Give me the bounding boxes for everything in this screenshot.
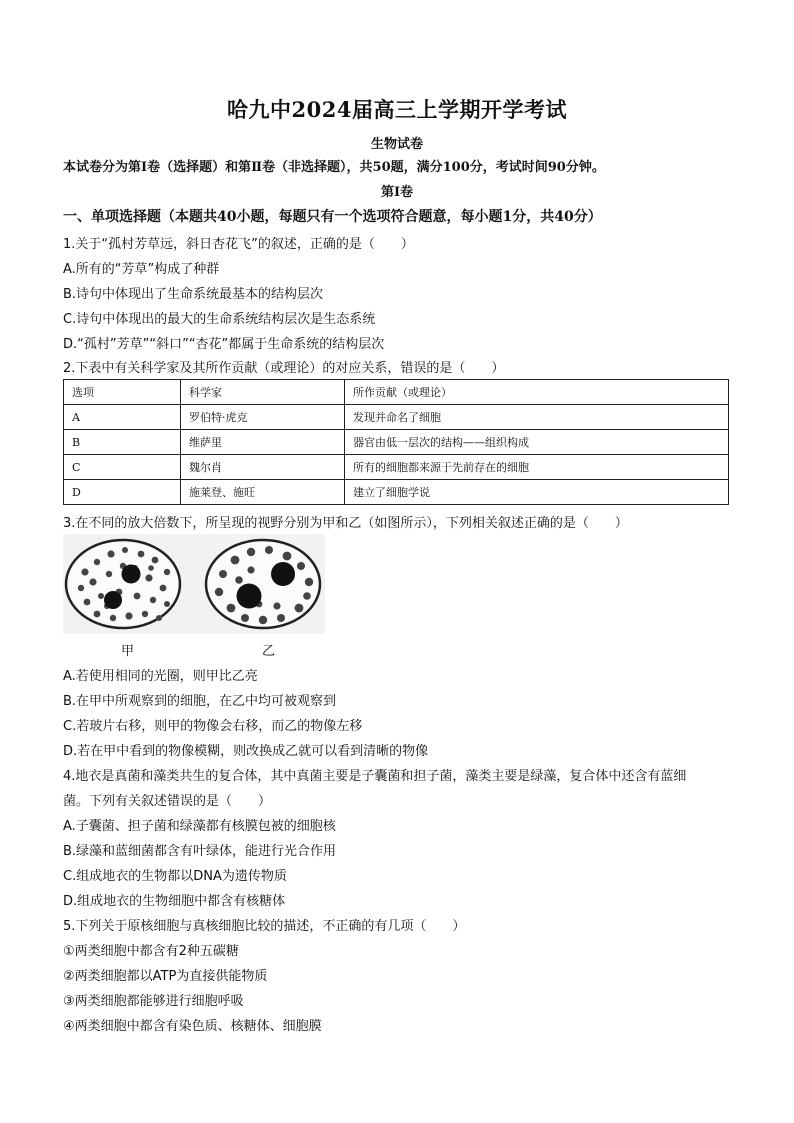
table-row: [64, 405, 729, 430]
q1-option-c: C.诗句中体现出的最大的生命系统结构层次是生态系统: [63, 312, 376, 327]
table-header-row: [64, 380, 729, 405]
q4-stem-line-1: 4.地衣是真菌和藻类共生的复合体，其中真菌主要是子囊菌和担子菌，藻类主要是绿藻，复合体中还含有蓝细: [63, 769, 687, 784]
q3-option-d: D.若在甲中看到的物像模糊，则改换成乙就可以看到清晰的物像: [63, 744, 429, 759]
q5-item-4: ④两类细胞中都含有染色质、核糖体、细胞膜: [63, 1019, 322, 1034]
q4-option-c: C.组成地衣的生物都以DNA为遗传物质: [63, 869, 287, 884]
table-header-cell: 所作贡献（或理论）: [345, 380, 729, 405]
figure-label-jia: 甲: [121, 644, 135, 659]
q5-item-2: ②两类细胞都以ATP为直接供能物质: [63, 969, 268, 984]
q3-stem: 3.在不同的放大倍数下，所呈现的视野分别为甲和乙（如图所示），下列相关叙述正确的是（ ）: [63, 516, 628, 531]
table-cell: 建立了细胞学说: [345, 480, 729, 505]
table-row: [64, 480, 729, 505]
q1-stem: 1.关于“孤村芳草远，斜日杏花飞”的叙述，正确的是（ ）: [63, 237, 414, 252]
q5-item-1: ①两类细胞中都含有2种五碳糖: [63, 944, 239, 959]
q4-option-d: D.组成地衣的生物细胞中都含有核糖体: [63, 894, 286, 909]
table-cell: B: [64, 430, 181, 455]
table-cell: 所有的细胞都来源于先前存在的细胞: [345, 455, 729, 480]
microscope-fields-svg: [63, 534, 325, 634]
field-yi: [206, 540, 320, 628]
table-cell: 罗伯特·虎克: [181, 405, 345, 430]
volume-heading: 第Ⅰ卷: [380, 185, 414, 200]
scientist-table: [63, 379, 729, 505]
q4-option-b: B.绿藻和蓝细菌都含有叶绿体，能进行光合作用: [63, 844, 337, 859]
q1-option-d: D.“孤村”芳草”“斜口”“杏花”都属于生命系统的结构层次: [63, 337, 385, 352]
table-cell: 器官由低一层次的结构——组织构成: [345, 430, 729, 455]
table-cell: C: [64, 455, 181, 480]
table-row: [64, 455, 729, 480]
q1-option-b: B.诗句中体现出了生命系统最基本的结构层次: [63, 287, 324, 302]
q4-stem-line-2: 菌。下列有关叙述错误的是（ ）: [63, 794, 272, 809]
exam-intro: 本试卷分为第Ⅰ卷（选择题）和第Ⅱ卷（非选择题），共50题，满分100分，考试时间90分钟。: [63, 160, 605, 175]
table-header-cell: 科学家: [181, 380, 345, 405]
q1-option-a: A.所有的“芳草”构成了种群: [63, 262, 220, 277]
table-row: [64, 430, 729, 455]
q5-stem: 5.下列关于原核细胞与真核细胞比较的描述，不正确的有几项（ ）: [63, 919, 466, 934]
table-cell: 维萨里: [181, 430, 345, 455]
table-cell: 施莱登、施旺: [181, 480, 345, 505]
table-cell: 魏尔肖: [181, 455, 345, 480]
q3-option-a: A.若使用相同的光圈，则甲比乙亮: [63, 669, 258, 684]
table-header-cell: 选项: [64, 380, 181, 405]
table-cell: D: [64, 480, 181, 505]
q5-item-3: ③两类细胞都能够进行细胞呼吸: [63, 994, 244, 1009]
q3-option-b: B.在甲中所观察到的细胞，在乙中均可被观察到: [63, 694, 337, 709]
q3-option-c: C.若玻片右移，则甲的物像会右移，而乙的物像左移: [63, 719, 363, 734]
table-cell: A: [64, 405, 181, 430]
exam-title: 哈九中2024届高三上学期开学考试: [227, 97, 567, 122]
table-cell: 发现并命名了细胞: [345, 405, 729, 430]
q2-stem: 2.下表中有关科学家及其所作贡献（或理论）的对应关系，错误的是（ ）: [63, 361, 505, 376]
exam-subtitle: 生物试卷: [370, 137, 423, 152]
field-jia: [66, 540, 180, 628]
q4-option-a: A.子囊菌、担子菌和绿藻都有核膜包被的细胞核: [63, 819, 336, 834]
microscope-figure: [63, 534, 325, 634]
figure-label-yi: 乙: [262, 644, 276, 659]
section-heading: 一、单项选择题（本题共40小题，每题只有一个选项符合题意，每小题1分，共40分）: [63, 209, 602, 225]
